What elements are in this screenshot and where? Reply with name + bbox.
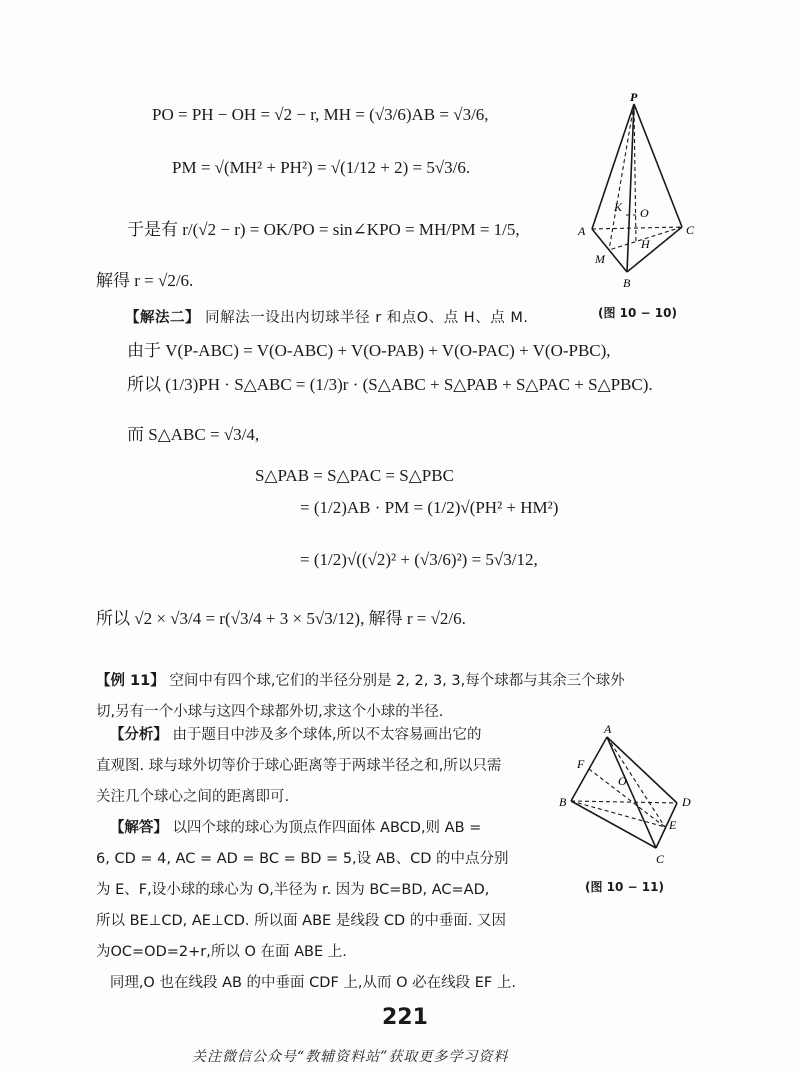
- figure-10-11-solid-edges: [571, 737, 677, 848]
- example-line-2: 切,另有一个小球与这四个球都外切,求这个小球的半径.: [96, 704, 444, 720]
- equation-po: PO = PH − OH = √2 − r, MH = (√3/6)AB = √3/6,: [152, 105, 489, 124]
- analysis-answer-block: [96, 720, 516, 999]
- footer-note: 关注微信公众号“教辅资料站”获取更多学习资料: [192, 1049, 509, 1065]
- equation-area-equal: S△PAB = S△PAC = S△PBC: [255, 466, 454, 485]
- answer-line-1: 以四个球的球心为顶点作四面体 ABCD,则 AB =: [172, 820, 482, 836]
- equation-final-r: 所以 √2 × √3/4 = r(√3/4 + 3 × 5√3/12), 解得 r = √2/6.: [96, 609, 466, 628]
- analysis-line-2: 直观图. 球与球外切等价于球心距离等于两球半径之和,所以只需: [96, 758, 502, 774]
- label-D: D: [682, 795, 691, 809]
- equation-volume-expanded: 所以 (1/3)PH · S△ABC = (1/3)r · (S△ABC + S△PAB + S△PAC + S△PBC).: [127, 375, 653, 394]
- label-C2: C: [656, 852, 665, 866]
- figure-10-10-dashed-edges: [592, 104, 682, 250]
- analysis-tag: 【分析】: [109, 727, 168, 743]
- label-O2: O: [618, 774, 627, 788]
- label-B2: B: [559, 795, 567, 809]
- label-O: O: [640, 206, 649, 220]
- answer-tag: 【解答】: [109, 820, 168, 836]
- analysis-line-1: 由于题目中涉及多个球体,所以不太容易画出它的: [172, 727, 482, 743]
- method2-tag: 【解法二】: [125, 310, 200, 326]
- equation-area-value: = (1/2)√((√2)² + (√3/6)²) = 5√3/12,: [300, 550, 538, 569]
- label-M: M: [595, 252, 605, 266]
- method2-text: 同解法一设出内切球半径 r 和点O、点 H、点 M.: [205, 310, 529, 326]
- label-A: A: [578, 224, 586, 238]
- answer-line-6: 同理,O 也在线段 AB 的中垂面 CDF 上,从而 O 必在线段 EF 上.: [109, 975, 516, 991]
- equation-area-formula: = (1/2)AB · PM = (1/2)√(PH² + HM²): [300, 498, 559, 517]
- label-H: H: [641, 237, 650, 251]
- figure-10-10-solid-edges: [592, 104, 682, 272]
- example-tag: 【例 11】: [96, 673, 165, 689]
- label-K: K: [614, 200, 623, 214]
- label-B: B: [623, 276, 631, 290]
- equation-result-r: 解得 r = √2/6.: [96, 271, 194, 290]
- label-E: E: [669, 818, 677, 832]
- method2-line: [125, 306, 528, 327]
- answer-line-2: 6, CD = 4, AC = AD = BC = BD = 5,设 AB、CD 的中点分别: [96, 851, 509, 867]
- label-A2: A: [604, 722, 612, 736]
- equation-area-abc: 而 S△ABC = √3/4,: [127, 425, 260, 444]
- example-line-1: 空间中有四个球,它们的半径分别是 2, 2, 3, 3,每个球都与其余三个球外: [169, 673, 625, 689]
- equation-pm: PM = √(MH² + PH²) = √(1/12 + 2) = 5√3/6.: [172, 158, 471, 177]
- figure-10-10: [568, 88, 708, 290]
- label-C: C: [686, 223, 695, 237]
- answer-line-5: 为OC=OD=2+r,所以 O 在面 ABE 上.: [96, 944, 347, 960]
- figure-10-11-caption: (图 10 − 11): [585, 880, 664, 894]
- analysis-line-3: 关注几个球心之间的距离即可.: [96, 789, 290, 805]
- figure-10-11: [555, 720, 705, 870]
- label-P: P: [630, 90, 638, 104]
- answer-line-3: 为 E、F,设小球的球心为 O,半径为 r. 因为 BC=BD, AC=AD,: [96, 882, 490, 898]
- figure-10-10-caption: (图 10 − 10): [598, 306, 677, 320]
- label-F: F: [577, 757, 585, 771]
- equation-volume: 由于 V(P-ABC) = V(O-ABC) + V(O-PAB) + V(O-PAC) + V(O-PBC),: [127, 341, 611, 360]
- answer-line-4: 所以 BE⊥CD, AE⊥CD. 所以面 ABE 是线段 CD 的中垂面. 又因: [96, 913, 507, 929]
- example-11: [96, 666, 625, 728]
- page-number: 221: [382, 1005, 428, 1030]
- equation-ratio: 于是有 r/(√2 − r) = OK/PO = sin∠KPO = MH/PM = 1/5,: [127, 220, 520, 239]
